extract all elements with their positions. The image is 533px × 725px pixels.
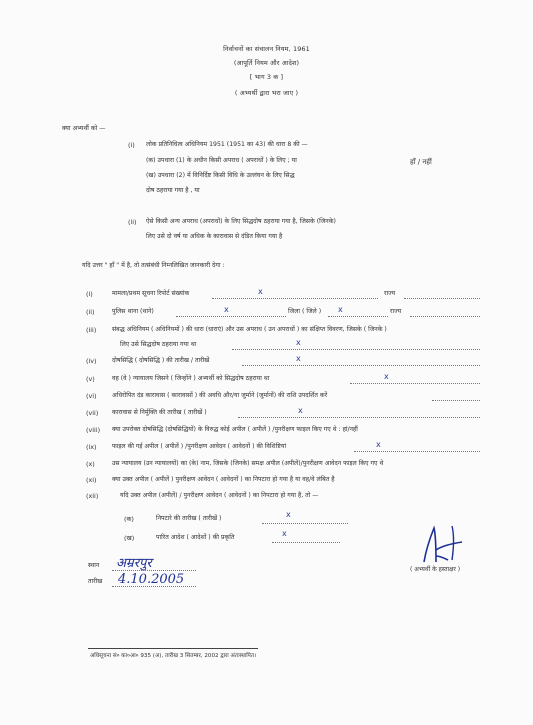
cross-mark: x (376, 440, 381, 449)
item-number: (v) (86, 375, 95, 383)
item-label: क्या उक्त अपील ( अपीलें ) पुनरीक्षण आवेदन ( आवेदनों ) का निपटारा हो गया है या वह/वे लंबित है (112, 476, 335, 483)
cross-mark: x (296, 354, 301, 363)
item-label: कारावास से निर्मुक्ति की तारीख ( तारीखें ) (112, 409, 207, 416)
item-district-label: जिला ( जिले ) (288, 308, 322, 315)
section-i-clause-b: (ख) उपधारा (2) में विनिर्दिष्ट किसी विधि के उल्लंघन के लिए सिद्ध (146, 172, 295, 179)
fill-line (212, 298, 378, 299)
section-ii-number: (ii) (128, 218, 137, 226)
cross-mark: x (286, 510, 291, 519)
cross-mark: x (298, 406, 303, 415)
signature-label: ( अभ्यर्थी के हस्ताक्षर ) (410, 566, 461, 573)
candidate-signature (406, 520, 478, 568)
item-number: (iii) (86, 326, 97, 334)
item-label: पुलिस थाना (थाने) (112, 308, 154, 315)
sub-item-number: (ख) (124, 534, 135, 542)
item-label: वह (वे ) न्यायालय जिसने ( जिन्होंने ) अभ्यर्थी को सिद्धदोष ठहराया था (112, 375, 270, 382)
cross-mark: x (258, 287, 263, 296)
section-i-clause-a: (क) उपधारा (1) के अधीन किसी अपराध ( अपराधों ) के लिए ; या (146, 157, 297, 164)
fill-line (404, 298, 480, 299)
fill-line (176, 316, 286, 317)
section-ii-line1: ऐसे किसी अन्य अपराध (अपराधों) के लिए सिद्धदोष ठहराया गया है, जिसके (जिनके) (146, 218, 336, 225)
item-state-label: राज्य (384, 290, 396, 297)
footnote: अधिसूचना सं० का०आ० 935 (अ), तारीख 3 सितम्बर, 2002 द्वारा अंतःस्थापित। (90, 653, 257, 659)
header-rules-title: निर्वाचनों का संचालन नियम, 1961 (223, 45, 310, 53)
section-i-number: (i) (128, 141, 135, 149)
item-number: (xii) (86, 492, 99, 500)
fill-line (238, 417, 480, 418)
item-number: (vii) (86, 409, 99, 417)
place-value: अम्ररपुर (116, 556, 152, 571)
section-i-line1: लोक प्रतिनिधित्व अधिनियम 1951 (1951 का 43) की धारा 8 की — (146, 141, 308, 148)
fill-line (354, 451, 480, 452)
item-number: (ii) (86, 308, 95, 316)
item-label: दोषसिद्धि ( दोषसिद्धि ) की तारीख / तारीखें (112, 357, 210, 364)
item-number: (viii) (86, 426, 101, 434)
sub-item-label: निपटारे की तारीख ( तारीखें ) (156, 515, 222, 522)
footnote-rule (88, 648, 258, 649)
item-number: (vi) (86, 392, 97, 400)
cross-mark: x (384, 372, 389, 381)
fill-line (112, 586, 196, 587)
fill-line (328, 316, 388, 317)
item-label-continued: लिए उसे सिद्धदोष ठहराया गया था (120, 341, 197, 348)
cross-mark: x (224, 305, 229, 314)
item-number: (xi) (86, 476, 97, 484)
section-i-line4: दोष ठहराया गया है , या (146, 187, 200, 194)
header-subtitle: (आपूर्ति नियम और आदेश) (233, 59, 300, 67)
fill-line (432, 400, 480, 401)
item-label: संबद्ध अधिनियम ( अधिनियमों ) की धारा (धाराएं) और उस अपराध ( उन अपराधों ) का संक्षिप्त विवरण, जिसके ( जिनके ) (112, 326, 387, 333)
sub-item-number: (क) (124, 515, 134, 523)
item-label: क्या उपरोक्त दोषसिद्धि (दोषसिद्धियों) के विरुद्ध कोई अपील ( अपीलें ) /पुनरीक्षण फाइल किए गए थे : हां/नहीं (112, 426, 358, 433)
item-number: (ix) (86, 443, 97, 451)
fill-line (350, 383, 480, 384)
item-label: मामला/प्रथम सूचना रिपोर्ट संख्यांक (112, 290, 190, 297)
intro-question: क्या अभ्यर्थी को — (62, 125, 106, 132)
fill-line (410, 316, 480, 317)
cross-mark: x (282, 529, 287, 538)
item-number: (iv) (86, 357, 97, 365)
section-ii-line2: लिए उसे दो वर्ष या अधिक के कारावास से दंडित किया गया है (146, 233, 283, 240)
item-number: (i) (86, 290, 93, 298)
cross-mark: x (338, 305, 343, 314)
item-label: यदि उक्त अपील (अपीलें) / पुनरीक्षण आवेदन ( आवेदनों ) का निपटारा हो गया है, तो — (120, 492, 319, 499)
fill-line (112, 570, 196, 571)
item-label: फाइल की गई अपील ( अपीलें ) /पुनरीक्षण आवेदन ( आवेदनों ) की विशिष्टियां (112, 443, 287, 450)
fill-line (272, 542, 340, 543)
item-label: अधिरोपित दंड कारावास ( कारावासों ) की अवधि और/या जुर्माने (जुर्मानों) की राशि उपदर्शित करें (112, 392, 328, 399)
date-label: तारीख (88, 578, 103, 585)
item-number: (x) (86, 460, 95, 468)
sub-item-label: पारित आदेश ( आदेशों ) की प्रकृति (156, 534, 235, 541)
yes-no-label: हाँ / नहीं (410, 158, 432, 166)
item-label: उस न्यायालय (उन न्यायालयों) का (के) नाम, जिसके (जिनके) समक्ष अपील (अपीलें)/पुनरीक्षण आवेदन फाइल किए गए थे (112, 460, 384, 467)
header-instruction: ( अभ्यर्थी द्वारा भरा जाए ) (234, 89, 299, 97)
place-label: स्थान (88, 562, 100, 569)
header-part: [ भाग 3 क ] (249, 73, 284, 81)
conditional-instruction: यदि उत्तर " हाँ " में है, तो तत्संबंधी निम्नलिखित जानकारी देगा : (82, 262, 225, 269)
fill-line (232, 349, 480, 350)
date-value: 4.10.2005 (118, 572, 185, 587)
cross-mark: x (296, 338, 301, 347)
item-state-label: राज्य (390, 308, 402, 315)
fill-line (242, 365, 480, 366)
fill-line (262, 523, 348, 524)
